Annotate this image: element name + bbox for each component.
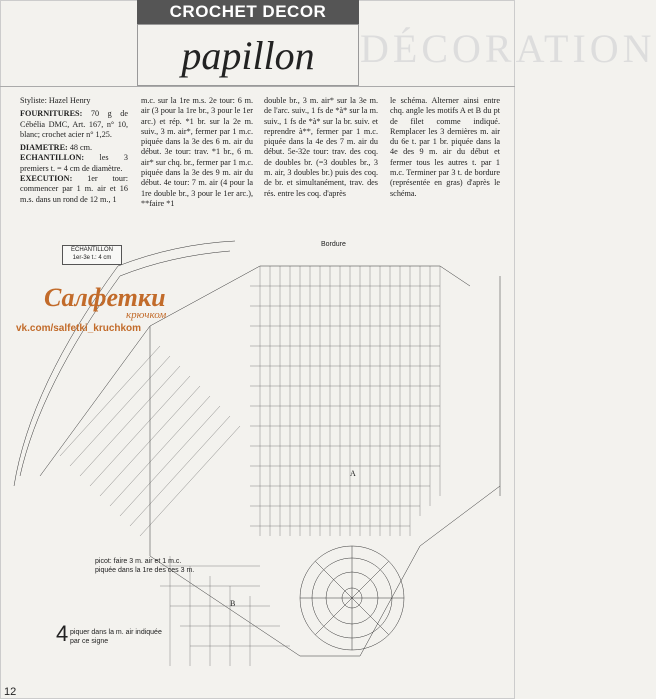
motif-a-label: A [350, 469, 356, 478]
logo-main: Салфетки [44, 283, 166, 312]
page-title: papillon [181, 32, 315, 78]
swatch-box [62, 245, 122, 265]
text-column-3: double br., 3 m. air* sur la 3e m. de l'arc. suiv., 1 fs de *à* sur la m. suiv., 1 fs de *à* sur la br. suiv. et reprendre à**, fermer par 1 m.c. piquée dans la 4e des 7 m. air du début. 5e-32e tour: trav. des coq. de doubles br. (=3 doubles br., 3 m. air, 3 doubles br.) puis des coq. de br. et simultanément, trav. des rés. entre les coq. d'après [264, 96, 378, 198]
diametre: 48 cm. [67, 143, 93, 153]
diametre-label: DIAMETRE: [20, 143, 68, 153]
section-header: CROCHET DECOR [137, 0, 359, 24]
logo-sub: крючком [126, 309, 167, 321]
execution: 1er tour: commencer par 1 m. air et 16 m.s. dans un rond de 12 m., 1 [20, 174, 128, 204]
legend-sign-glyph: 4 [56, 621, 69, 646]
watermark-logo [14, 275, 194, 339]
bordure-label: Bordure [321, 241, 346, 248]
divider [0, 86, 515, 87]
echantillon-label: ECHANTILLON: [20, 153, 85, 163]
page-number: 12 [4, 686, 17, 698]
motif-b-label: B [230, 599, 236, 608]
legend-sign: piquer dans la m. air indiquée par ce signe [70, 629, 162, 645]
legend-picot: picot: faire 3 m. air et 1 m.c. piquée dans la 1re des ces 3 m. [95, 558, 195, 574]
logo-url: vk.com/salfetki_kruchkom [16, 323, 142, 334]
echantillon: les 3 premiers t. = 4 cm de diamètre. [20, 153, 128, 173]
swatch-sub: 1er-3e t.: 4 cm [72, 255, 112, 261]
fournitures-label: FOURNITURES: [20, 109, 83, 119]
title-box [137, 24, 359, 86]
text-column-1 [20, 96, 128, 208]
ghost-title: DÉCORATION [360, 26, 656, 71]
fournitures: 70 g de Cébélia DMC, Art. 167, n° 10, blanc; crochet acier n° 1,25. [20, 109, 128, 139]
text-column-2: m.c. sur la 1re m.s. 2e tour: 6 m. air (3 pour la 1re br., 3 pour le 1er arc.) et rép. *1 br. sur la 2e m. suiv., 3 m. air*, fermer par 1 m.c. piquée dans la 3e des 6 m. air du début. 3e tour: trav. *1 br., 6 m. air* sur chq. br., fermer par 1 m.c. piquée dans la 3e des 9 m. air du début. 4e tour: 7 m. air (4 pour la 1re double br., 3 pour le 1er arc.), **faire *1 [141, 96, 253, 208]
stylist: Styliste: Hazel Henry [20, 96, 91, 105]
swatch-label: ECHANTILLON [70, 247, 113, 253]
text-column-4: le schéma. Alterner ainsi entre chq. angle les motifs A et B du pt de filet comme indiqué. Remplacer les 3 dernières m. air du 6e t. par 1 br. piquée dans la 4e des 9 m. air du début et fermer tous les autres t. par 1 m.c. Terminer par 3 t. de bordure (représentée en gras) d'après le schéma. [390, 96, 500, 198]
execution-label: EXECUTION: [20, 174, 73, 184]
